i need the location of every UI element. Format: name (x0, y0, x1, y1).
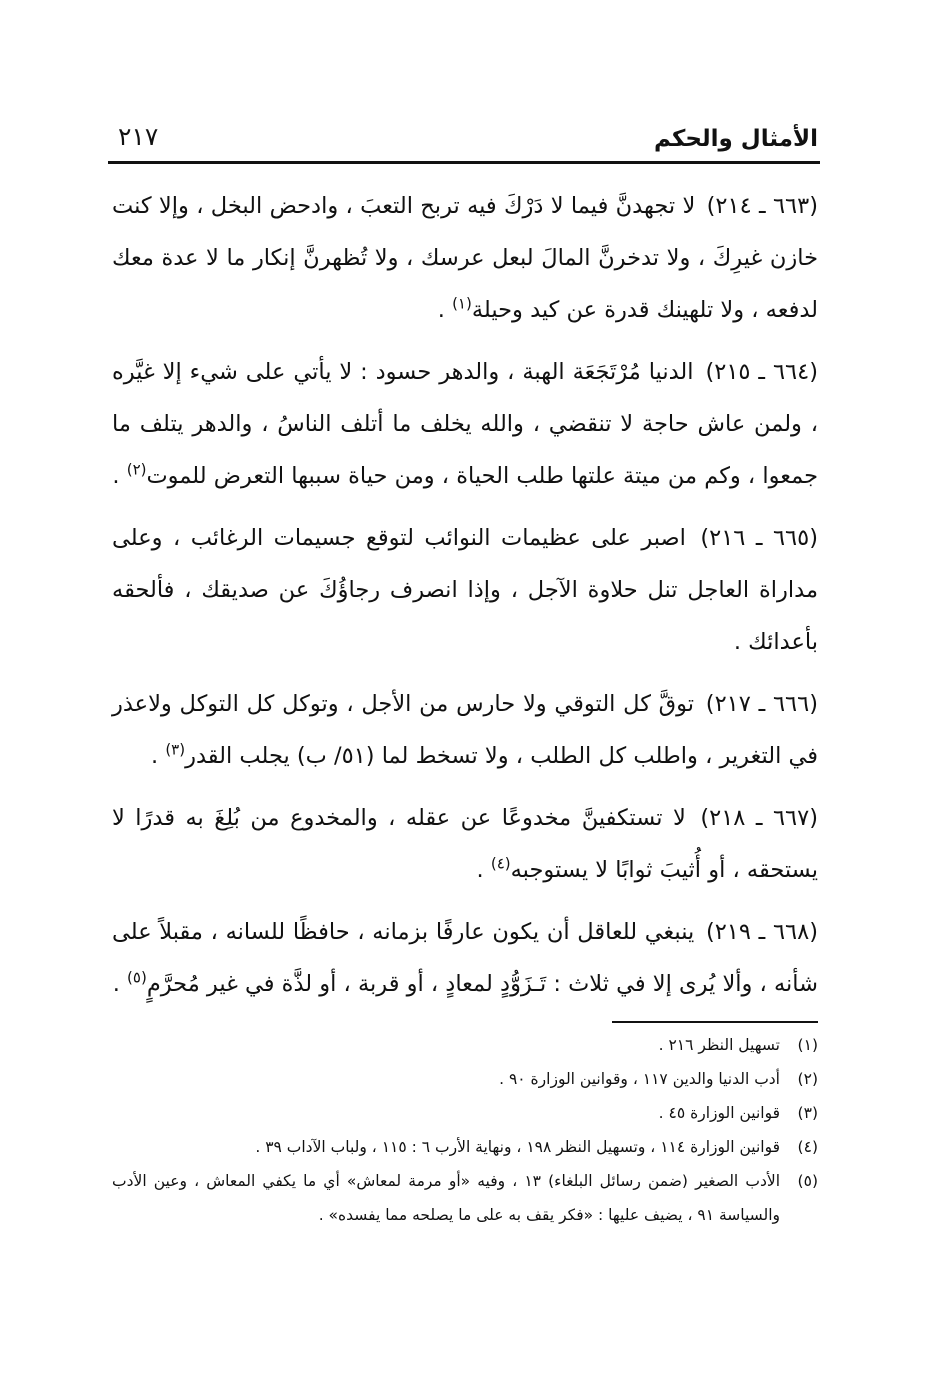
proverb-entry (112, 792, 818, 896)
entry-number: (٦٦٨ ـ ٢١٩) (705, 919, 818, 945)
footnote (112, 1028, 818, 1062)
proverb-entry (112, 678, 818, 782)
footnote-reference: (٥) (127, 968, 147, 987)
footnote-reference: (٤) (490, 854, 511, 873)
entry-number: (٦٦٥ ـ ٢١٦) (700, 525, 818, 551)
entry-number: (٦٦٤ ـ ٢١٥) (705, 359, 818, 385)
footnote-text: أدب الدنيا والدين ١١٧ ، وقوانين الوزارة ٩٠ . (499, 1070, 780, 1088)
footnote-number: (٢) (797, 1070, 818, 1088)
running-title: الأمثال والحكم (653, 126, 818, 152)
footnote-reference: (٢) (126, 460, 147, 479)
entry-end: . (112, 463, 127, 489)
page-header (110, 118, 818, 158)
footnote-reference: (١) (452, 294, 472, 313)
proverb-entry (112, 906, 818, 1010)
footnotes (112, 1028, 818, 1232)
entry-end: . (151, 743, 166, 769)
footnote-separator (612, 1021, 818, 1023)
entry-text: الدنيا مُرْتَجَعَة الهبة ، والدهر حسود : لا يأتي على شيء إلا غيَّره ، ولمن عاش حاجة لا تنقضي ، والله يخلف ما أتلف الناسُ ، والدهر يتلف ما جمعوا ، وكم من ميتة علتها طلب الحياة ، ومن حياة سببها التعرض للموت (112, 359, 818, 489)
footnote-reference: (٣) (165, 740, 186, 759)
entry-text: توقَّ كل التوقي ولا حارس من الأجل ، وتوكل كل التوكل ولاعذر في التغرير ، واطلب كل الطلب ، ولا تسخط لما (٥١/ ب) يجلب القدر (112, 691, 818, 769)
proverb-entry (112, 512, 818, 668)
page-number: ٢١٧ (118, 122, 159, 151)
footnote (112, 1130, 818, 1164)
proverb-entry (112, 346, 818, 502)
entry-text: اصبر على عظيمات النوائب لتوقع جسيمات الرغائب ، وعلى مداراة العاجل تنل حلاوة الآجل ، وإذا انصرف رجاؤُكَ عن صديقك ، فألحقه بأعدائك . (112, 525, 818, 655)
entry-text: لا تجهدنَّ فيما لا دَرْكَ فيه تربح التعبَ ، وادحض البخل ، وإلا كنت خازن غيرِكَ ، ولا تدخرنَّ المالَ لبعل عرسك ، ولا تُظهرنَّ إنكار ما لا عدة معك لدفعه ، ولا تلهينك قدرة عن كيد وحيلة (112, 193, 818, 323)
footnote-number: (٣) (797, 1104, 818, 1122)
footnote-text: قوانين الوزارة ١١٤ ، وتسهيل النظر ١٩٨ ، ونهاية الأرب ٦ : ١١٥ ، ولباب الآداب ٣٩ . (255, 1138, 780, 1156)
main-text (112, 180, 818, 1020)
footnote (112, 1164, 818, 1232)
entry-text: لا تستكفينَّ مخدوعًا عن عقله ، والمخدوع من بُلِغَ به قدرًا لا يستحقه ، أو أُثيبَ ثوابًا لا يستوجبه (112, 805, 818, 883)
entry-number: (٦٦٣ ـ ٢١٤) (706, 193, 818, 219)
entry-end: . (437, 297, 453, 323)
footnote-number: (١) (797, 1036, 818, 1054)
entry-number: (٦٦٧ ـ ٢١٨) (700, 805, 818, 831)
entry-text: ينبغي للعاقل أن يكون عارفًا بزمانه ، حافظًا للسانه ، مقبلاً على شأنه ، وألا يُرى إلا في ثلاث : تَـزَوُّدٍ لمعادٍ ، أو قربة ، أو لذَّة في غير مُحرَّمٍ (112, 919, 818, 997)
footnote-text: تسهيل النظر ٢١٦ . (658, 1036, 780, 1054)
footnote (112, 1062, 818, 1096)
entry-end: . (112, 971, 128, 997)
header-rule (108, 161, 820, 164)
footnote-text: قوانين الوزارة ٤٥ . (658, 1104, 780, 1122)
footnote-number: (٤) (797, 1138, 818, 1156)
proverb-entry (112, 180, 818, 336)
footnote-number: (٥) (797, 1172, 818, 1190)
entry-end: . (476, 857, 491, 883)
footnote-text: الأدب الصغير (ضمن رسائل البلغاء) ١٣ ، وفيه «أو مرمة لمعاش» أي ما يكفي المعاش ، وعين الأدب والسياسة ٩١ ، يضيف عليها : «فكر يقف به على ما يصلحه مما يفسده» . (112, 1172, 780, 1224)
footnote (112, 1096, 818, 1130)
entry-number: (٦٦٦ ـ ٢١٧) (705, 691, 818, 717)
